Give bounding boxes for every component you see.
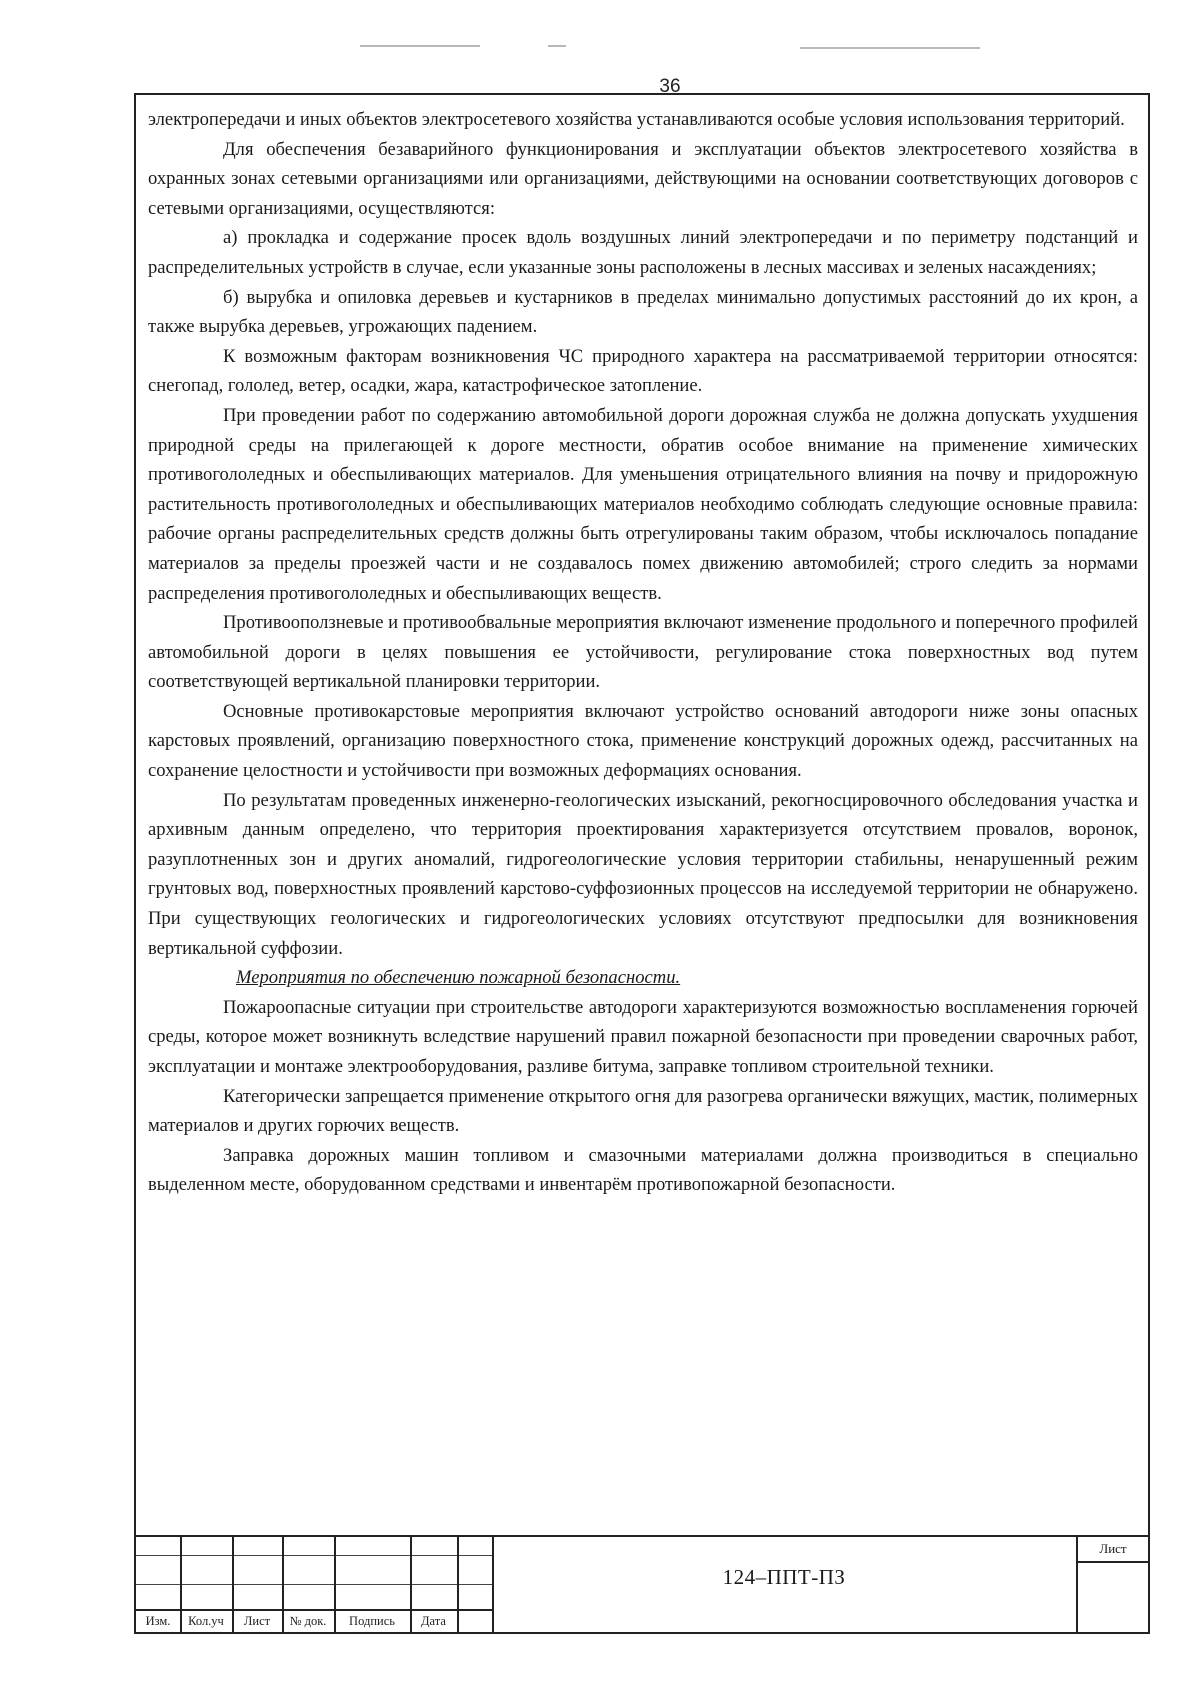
paragraph: б) вырубка и опиловка деревьев и кустарников в пределах минимально допустимых расстояний до их крон, а также вырубка деревьев, угрожающих падением.	[148, 286, 1138, 338]
document-body	[148, 105, 1138, 1200]
stamp-label-sheet: Лист	[243, 1614, 271, 1628]
page-number: 36	[659, 76, 681, 97]
stamp-label-count: Кол.уч	[188, 1614, 224, 1628]
stamp-label-date: Дата	[421, 1614, 446, 1628]
stamp-label-change: Изм.	[145, 1614, 171, 1628]
sheet-label: Лист	[1099, 1541, 1127, 1556]
stamp-row-line	[136, 1584, 492, 1585]
sheet-divider	[1078, 1561, 1148, 1563]
document-code: 124–ППТ-ПЗ	[722, 1565, 846, 1589]
paragraph: а) прокладка и содержание просек вдоль воздушных линий электропередачи и по периметру подстанций и распределительных устройств в случае, если указанные зоны расположены в лесных массивах и зеленых насаждениях;	[148, 227, 1138, 278]
paragraph: Для обеспечения безаварийного функционирования и эксплуатации объектов электросетевого хозяйства в охранных зонах сетевыми организациями или организациями, действующими на основании соответствующих договоров с сетевыми организациями, осуществляются:	[148, 138, 1138, 219]
paragraph: электропередачи и иных объектов электросетевого хозяйства устанавливаются особые условия использования территорий.	[148, 109, 1125, 130]
paragraph: Противооползневые и противообвальные мероприятия включают изменение продольного и поперечного профилей автомобильной дороги в целях повышения ее устойчивости, регулирование стока поверхностных вод путем соответствующей вертикальной планировки территории.	[148, 612, 1138, 693]
scan-artifacts	[0, 42, 1200, 52]
paragraph: По результатам проведенных инженерно-геологических изысканий, рекогносцировочного обследования участка и архивным данным определено, что территория проектирования характеризуется отсутствием провалов, воронок, разуплотненных зон и других аномалий, гидрогеологические условия территории стабильны, ненарушенный режим грунтовых вод, поверхностных проявлений карстово-суффозионных процессов на исследуемой территории не обнаружено. При существующих геологических и гидрогеологических условиях отсутствуют предпосылки для возникновения вертикальной суффозии.	[148, 789, 1138, 959]
paragraph: Основные противокарстовые мероприятия включают устройство оснований автодороги ниже зоны опасных карстовых проявлений, организацию поверхностного стока, применение конструкций дорожных одежд, рассчитанных на сохранение целостности и устойчивости при возможных деформациях основания.	[148, 700, 1138, 782]
paragraph: К возможным факторам возникновения ЧС природного характера на рассматриваемой территории относятся: снегопад, гололед, ветер, осадки, жара, катастрофическое затопление.	[148, 345, 1138, 397]
paragraph: Категорически запрещается применение открытого огня для разогрева органически вяжущих, мастик, полимерных материалов и других горючих веществ.	[148, 1085, 1138, 1137]
stamp-row-line	[136, 1609, 492, 1611]
section-heading: Мероприятия по обеспечению пожарной безопасности.	[236, 967, 681, 989]
page-frame	[134, 93, 1150, 1634]
stamp-row-line	[136, 1555, 492, 1556]
title-block	[136, 1535, 1148, 1632]
stamp-label-signature: Подпись	[349, 1614, 395, 1628]
sheet-number-box	[1078, 1537, 1148, 1630]
paragraph: Пожароопасные ситуации при строительстве автодороги характеризуются возможностью воспламенения горючей среды, которое может возникнуть вследствие нарушений правил пожарной безопасности при проведении сварочных работ, эксплуатации и монтаже электрооборудования, разливе битума, заправке топливом строительной техники.	[148, 996, 1138, 1077]
paragraph: Заправка дорожных машин топливом и смазочными материалами должна производиться в специально выделенном месте, оборудованном средствами и инвентарём противопожарной безопасности.	[148, 1144, 1138, 1196]
paragraph: При проведении работ по содержанию автомобильной дороги дорожная служба не должна допускать ухудшения природной среды на прилегающей к дороге местности, обратив особое внимание на применение химических противогололедных и обеспыливающих материалов. Для уменьшения отрицательного влияния на почву и придорожную растительность противогололедных и обеспыливающих материалов необходимо соблюдать следующие основные правила: рабочие органы распределительных средств должны быть отрегулированы таким образом, чтобы исключалось попадание материалов за пределы проезжей части и не создавалось помех движению автомобилей; строго следить за нормами распределения противогололедных и обеспыливающих веществ.	[148, 404, 1138, 604]
stamp-column-line	[457, 1537, 459, 1632]
stamp-label-doc-number: № док.	[289, 1614, 327, 1628]
